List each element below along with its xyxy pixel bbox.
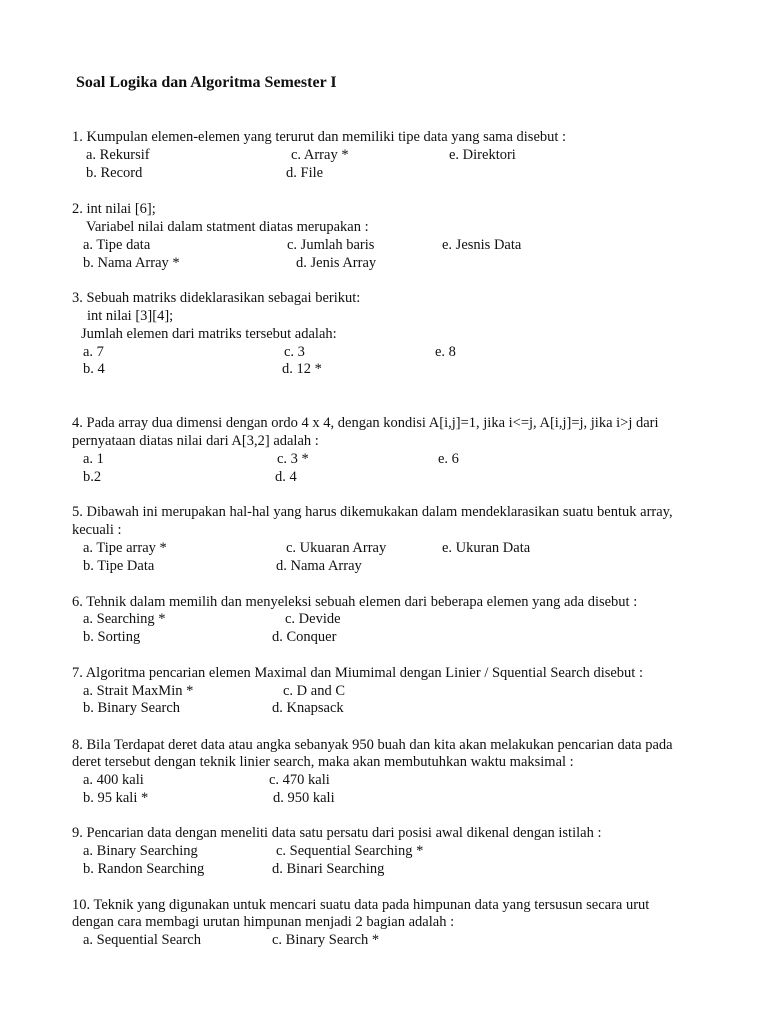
option-d: d. Knapsack [272,700,344,716]
option-c: c. 3 * [277,451,309,467]
option-b: b. Tipe Data [83,558,155,574]
question-1-text: 1. Kumpulan elemen-elemen yang terurut dan memiliki tipe data yang sama disebut : [72,129,567,145]
option-b: b. Nama Array * [83,255,180,271]
option-c: c. Devide [285,611,341,627]
question-10-text: 10. Teknik yang digunakan untuk mencari suatu data pada himpunan data yang tersusun secara urut [72,897,650,913]
question-3-code: int nilai [3][4]; [87,308,174,324]
option-d: d. Jenis Array [296,255,377,271]
option-a: a. 1 [83,451,104,467]
option-a: a. Searching * [83,611,166,627]
option-c: c. 3 [284,344,305,360]
option-a: a. Tipe data [83,237,151,253]
question-4-text: 4. Pada array dua dimensi dengan ordo 4 x 4, dengan kondisi A[i,j]=1, jika i<=j, A[i,j]=j, jika i>j dari [72,415,659,431]
option-e: e. Direktori [449,147,516,163]
option-a: a. Binary Searching [83,843,198,859]
question-3-text-line-3: Jumlah elemen dari matriks tersebut adalah: [81,326,337,342]
question-10-text-line-2: dengan cara membagi urutan himpunan menjadi 2 bagian adalah : [72,914,455,930]
option-e: e. Jesnis Data [442,237,522,253]
question-2-text: 2. int nilai [6]; [72,201,156,217]
option-a: a. 7 [83,344,104,360]
option-d: d. Binari Searching [272,861,385,877]
option-a: a. Tipe array * [83,540,167,556]
option-c: c. Sequential Searching * [276,843,424,859]
option-c: c. D and C [283,683,346,699]
option-b: b. Sorting [83,629,141,645]
question-2-text-line-2: Variabel nilai dalam statment diatas merupakan : [86,219,369,235]
option-e: e. 8 [435,344,456,360]
question-3-text: 3. Sebuah matriks dideklarasikan sebagai berikut: [72,290,361,306]
question-8-text: 8. Bila Terdapat deret data atau angka sebanyak 950 buah dan kita akan melakukan pencarian data pada [72,737,673,753]
page-title: Soal Logika dan Algoritma Semester I [76,74,337,91]
option-d: d. 4 [275,469,297,485]
question-4-text-line-2: pernyataan diatas nilai dari A[3,2] adalah : [72,433,319,449]
option-b: b. Randon Searching [83,861,205,877]
option-b: b.2 [83,469,102,485]
option-c: c. Binary Search * [272,932,380,948]
option-d: d. Conquer [272,629,337,645]
option-a: a. Sequential Search [83,932,201,948]
question-6-text: 6. Tehnik dalam memilih dan menyeleksi sebuah elemen dari beberapa elemen yang ada disebut : [72,594,638,610]
option-c: c. 470 kali [269,772,330,788]
option-d: d. File [286,165,324,181]
option-e: e. Ukuran Data [442,540,531,556]
question-8-text-line-2: deret tersebut dengan teknik linier search, maka akan membutuhkan waktu maksimal : [72,754,574,770]
option-c: c. Jumlah baris [287,237,375,253]
question-5-text: 5. Dibawah ini merupakan hal-hal yang harus dikemukakan dalam mendeklarasikan suatu bentuk array, [72,504,673,520]
option-a: a. Rekursif [86,147,150,163]
option-b: b. Binary Search [83,700,181,716]
option-d: d. 12 * [282,361,322,377]
option-c: c. Ukuaran Array [286,540,387,556]
option-b: b. 4 [83,361,105,377]
option-a: a. Strait MaxMin * [83,683,194,699]
option-e: e. 6 [438,451,459,467]
option-d: d. 950 kali [273,790,335,806]
option-a: a. 400 kali [83,772,144,788]
option-b: b. Record [86,165,143,181]
option-c: c. Array * [291,147,349,163]
option-d: d. Nama Array [276,558,362,574]
question-5-text-line-2: kecuali : [72,522,122,538]
question-9-text: 9. Pencarian data dengan meneliti data satu persatu dari posisi awal dikenal dengan istilah : [72,825,602,841]
question-7-text: 7. Algoritma pencarian elemen Maximal dan Miumimal dengan Linier / Squential Search disebut : [72,665,643,681]
option-b: b. 95 kali * [83,790,149,806]
